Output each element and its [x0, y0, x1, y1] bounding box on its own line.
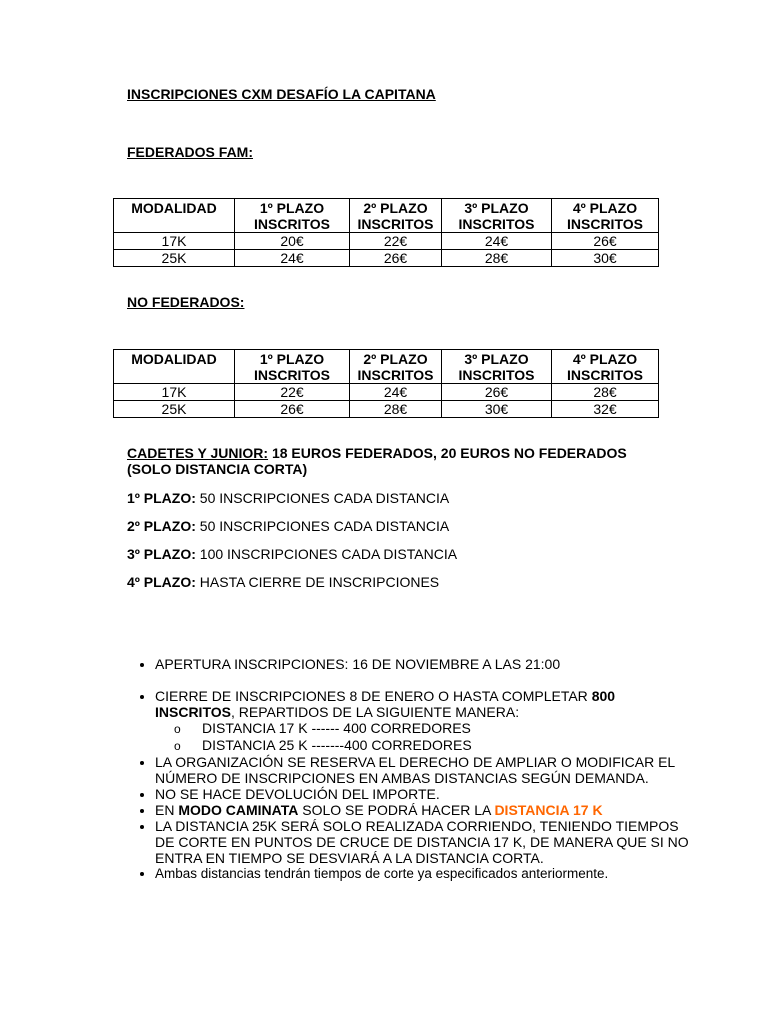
cadetes-label: CADETES Y JUNIOR: [127, 445, 269, 461]
table-row [114, 384, 659, 401]
cell-modalidad: 17K [114, 384, 235, 401]
header-plazo-3: 3º PLAZO INSCRITOS [442, 350, 552, 384]
cell-price: 28€ [350, 401, 442, 418]
cell-price: 28€ [442, 250, 552, 267]
cadetes-junior-note [127, 445, 667, 477]
cell-modalidad: 25K [114, 250, 235, 267]
distance-sublist [155, 720, 695, 754]
highlight-distance: DISTANCIA 17 K [494, 802, 603, 818]
cell-price: 24€ [350, 384, 442, 401]
cell-modalidad: 25K [114, 401, 235, 418]
table-header-row [114, 350, 659, 384]
header-plazo-2: 2º PLAZO INSCRITOS [350, 199, 442, 233]
cell-price: 26€ [442, 384, 552, 401]
federados-price-table [113, 198, 659, 267]
cell-price: 32€ [552, 401, 659, 418]
cell-price: 30€ [552, 250, 659, 267]
header-plazo-1: 1º PLAZO INSCRITOS [235, 350, 350, 384]
cell-price: 24€ [235, 250, 350, 267]
header-modalidad: MODALIDAD [114, 350, 235, 384]
no-federados-heading: NO FEDERADOS: [127, 294, 245, 310]
header-modalidad: MODALIDAD [114, 199, 235, 233]
table-row [114, 233, 659, 250]
list-item: • Ambas distancias tendrán tiempos de corte ya especificados anteriormente. [155, 866, 695, 882]
cell-price: 22€ [235, 384, 350, 401]
cell-price: 28€ [552, 384, 659, 401]
federados-heading: FEDERADOS FAM: [127, 144, 253, 160]
info-bullet-list [127, 656, 695, 882]
cadetes-text: 18 EUROS FEDERADOS, 20 EUROS NO FEDERADOS (SOLO DISTANCIA CORTA) [127, 445, 627, 477]
list-item: • APERTURA INSCRIPCIONES: 16 DE NOVIEMBRE A LAS 21:00 [155, 656, 695, 672]
cell-price: 30€ [442, 401, 552, 418]
cell-price: 26€ [552, 233, 659, 250]
header-plazo-3: 3º PLAZO INSCRITOS [442, 199, 552, 233]
list-item: • LA ORGANIZACIÓN SE RESERVA EL DERECHO DE AMPLIAR O MODIFICAR EL NÚMERO DE INSCRIPCIONES EN AMBAS DISTANCIAS SEGÚN DEMANDA. [155, 754, 695, 786]
plazo-line: 2º PLAZO: 50 INSCRIPCIONES CADA DISTANCIA [127, 518, 450, 534]
cell-price: 26€ [350, 250, 442, 267]
header-plazo-2: 2º PLAZO INSCRITOS [350, 350, 442, 384]
document-title: INSCRIPCIONES CXM DESAFÍO LA CAPITANA [127, 86, 436, 102]
table-row [114, 401, 659, 418]
list-item: • CIERRE DE INSCRIPCIONES 8 DE ENERO O HASTA COMPLETAR 800 INSCRITOS, REPARTIDOS DE LA SIGUIENTE MANERA: o DISTANCIA 17 K ------ 400 CORREDORES o DISTANCIA 25 K -------400 CORREDORES [155, 688, 695, 754]
plazo-line: 1º PLAZO: 50 INSCRIPCIONES CADA DISTANCIA [127, 490, 450, 506]
plazo-line: 3º PLAZO: 100 INSCRIPCIONES CADA DISTANCIA [127, 546, 458, 562]
cell-price: 24€ [442, 233, 552, 250]
list-item: • LA DISTANCIA 25K SERÁ SOLO REALIZADA CORRIENDO, TENIENDO TIEMPOS DE CORTE EN PUNTOS DE CRUCE DE DISTANCIA 17 K, DE MANERA QUE SI NO ENTRA EN TIEMPO SE DESVIARÁ A LA DISTANCIA CORTA. [155, 818, 695, 866]
header-plazo-4: 4º PLAZO INSCRITOS [552, 199, 659, 233]
table-row [114, 250, 659, 267]
list-item: • EN MODO CAMINATA SOLO SE PODRÁ HACER LA DISTANCIA 17 K [155, 802, 695, 818]
cell-price: 20€ [235, 233, 350, 250]
cell-modalidad: 17K [114, 233, 235, 250]
plazo-line: 4º PLAZO: HASTA CIERRE DE INSCRIPCIONES [127, 574, 440, 590]
header-plazo-4: 4º PLAZO INSCRITOS [552, 350, 659, 384]
cell-price: 26€ [235, 401, 350, 418]
table-header-row [114, 199, 659, 233]
header-plazo-1: 1º PLAZO INSCRITOS [235, 199, 350, 233]
list-item: • NO SE HACE DEVOLUCIÓN DEL IMPORTE. [155, 786, 695, 802]
no-federados-price-table [113, 349, 659, 418]
cell-price: 22€ [350, 233, 442, 250]
sub-list-item: o DISTANCIA 25 K -------400 CORREDORES [202, 737, 695, 754]
sub-list-item: o DISTANCIA 17 K ------ 400 CORREDORES [202, 720, 695, 737]
